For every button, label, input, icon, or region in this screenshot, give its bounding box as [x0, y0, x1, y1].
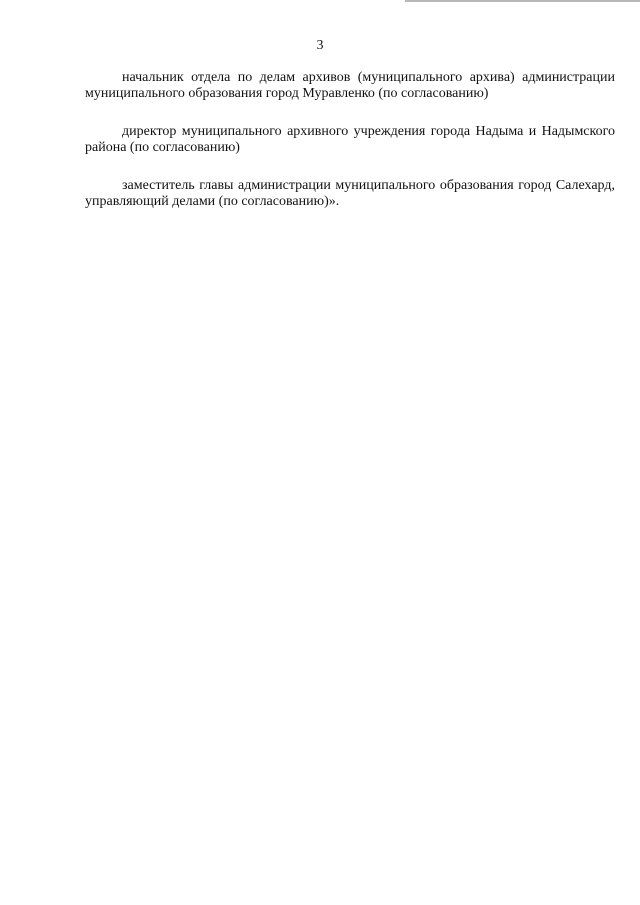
member-entry-salekhard: заместитель главы администрации муниципального образования город Салехард, управляющий делами (по согласованию)».	[85, 178, 615, 209]
member-entry-muravlenko: начальник отдела по делам архивов (муниципального архива) администрации муниципального образования город Муравленко (по согласованию)	[85, 70, 615, 101]
document-body	[85, 70, 615, 210]
page-number: 3	[316, 38, 324, 53]
scan-edge-line	[405, 0, 640, 2]
member-entry-nadym: директор муниципального архивного учреждения города Надыма и Надымского района (по согласованию)	[85, 124, 615, 155]
